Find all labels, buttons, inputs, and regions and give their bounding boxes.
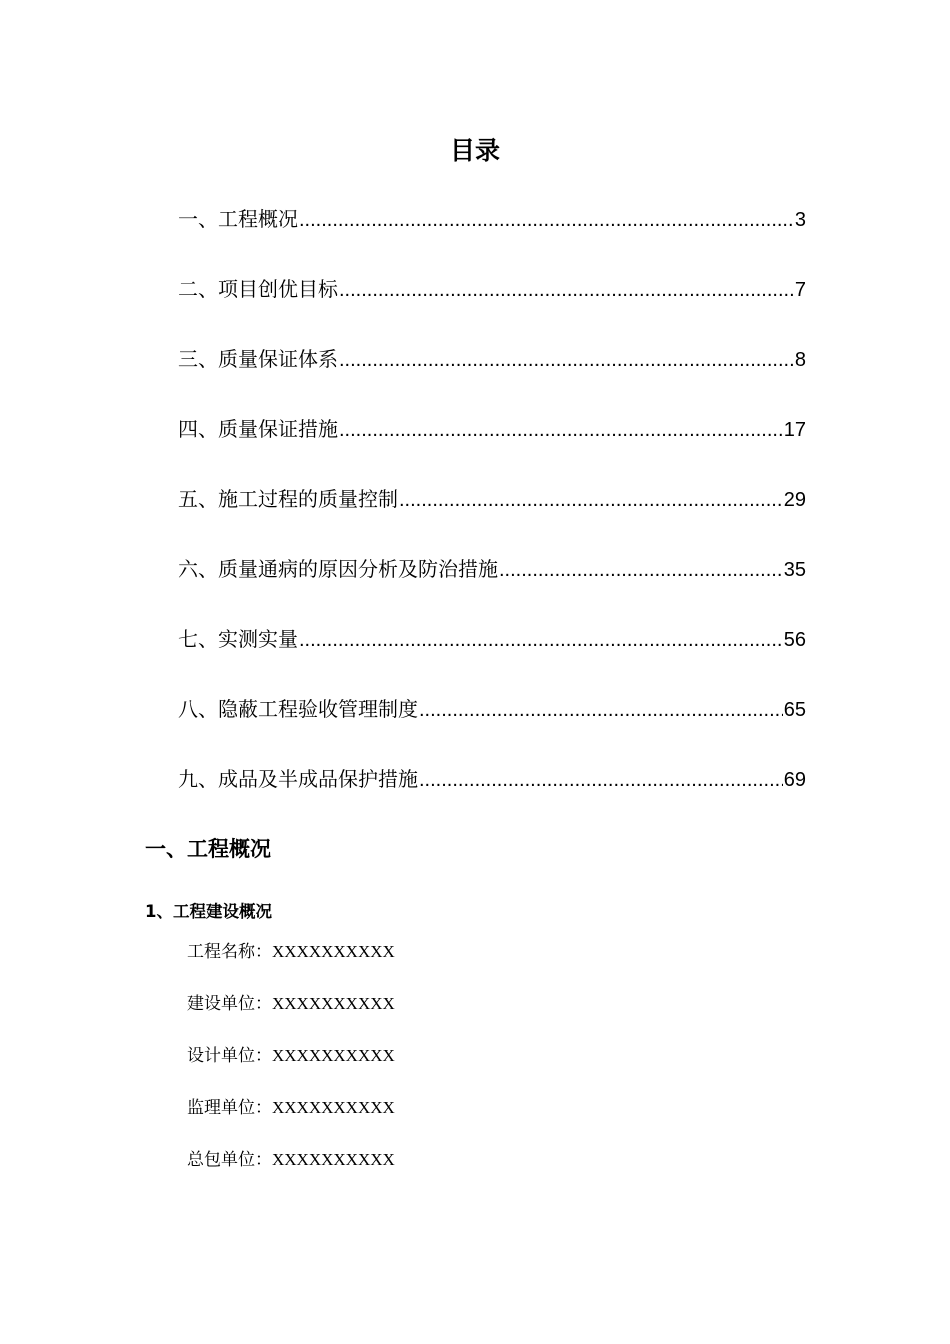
toc-dot-leader bbox=[419, 692, 783, 728]
toc-entry[interactable] bbox=[178, 761, 806, 831]
toc-page-number: 7 bbox=[794, 279, 806, 301]
toc-entry-text: 三、质量保证体系 bbox=[178, 347, 338, 371]
toc-entry[interactable] bbox=[178, 481, 806, 551]
toc-page-number: 8 bbox=[794, 349, 806, 371]
toc-entry[interactable] bbox=[178, 691, 806, 761]
toc-page-number: 35 bbox=[783, 559, 806, 581]
info-row bbox=[187, 989, 395, 1041]
info-label: 监理单位： bbox=[187, 1098, 272, 1118]
toc-dot-leader bbox=[339, 272, 794, 308]
toc-entry-text: 八、隐蔽工程验收管理制度 bbox=[178, 697, 418, 721]
project-info-list bbox=[187, 937, 395, 1197]
sub-heading: 1、工程建设概况 bbox=[145, 902, 272, 921]
toc-entry-text: 五、施工过程的质量控制 bbox=[178, 487, 398, 511]
toc-entry-text: 六、质量通病的原因分析及防治措施 bbox=[178, 557, 498, 581]
info-row bbox=[187, 937, 395, 989]
toc-dot-leader bbox=[299, 622, 783, 658]
toc-entry-text: 四、质量保证措施 bbox=[178, 417, 338, 441]
section-heading: 一、工程概况 bbox=[145, 837, 271, 861]
toc-page-number: 3 bbox=[794, 209, 806, 231]
toc-entry-text: 九、成品及半成品保护措施 bbox=[178, 767, 418, 791]
info-label: 设计单位： bbox=[187, 1046, 272, 1066]
info-value: XXXXXXXXXX bbox=[272, 994, 395, 1013]
info-row bbox=[187, 1041, 395, 1093]
toc-entry[interactable] bbox=[178, 411, 806, 481]
toc-page-number: 56 bbox=[783, 629, 806, 651]
info-value: XXXXXXXXXX bbox=[272, 1150, 395, 1169]
toc-page-number: 29 bbox=[783, 489, 806, 511]
toc-entry-text: 二、项目创优目标 bbox=[178, 277, 338, 301]
toc-dot-leader bbox=[399, 482, 783, 518]
toc-page-number: 69 bbox=[783, 769, 806, 791]
info-value: XXXXXXXXXX bbox=[272, 1098, 395, 1117]
toc-entry[interactable] bbox=[178, 341, 806, 411]
toc-dot-leader bbox=[419, 762, 783, 798]
info-label: 总包单位： bbox=[187, 1150, 272, 1170]
toc-entry-text: 七、实测实量 bbox=[178, 627, 298, 651]
info-value: XXXXXXXXXX bbox=[272, 942, 395, 961]
info-row bbox=[187, 1093, 395, 1145]
toc-dot-leader bbox=[339, 342, 794, 378]
toc-page-number: 17 bbox=[783, 419, 806, 441]
table-of-contents bbox=[178, 201, 806, 831]
toc-entry-text: 一、工程概况 bbox=[178, 207, 298, 231]
info-label: 建设单位： bbox=[187, 994, 272, 1014]
toc-entry[interactable] bbox=[178, 201, 806, 271]
toc-dot-leader bbox=[299, 202, 794, 238]
toc-dot-leader bbox=[499, 552, 783, 588]
info-value: XXXXXXXXXX bbox=[272, 1046, 395, 1065]
info-row bbox=[187, 1145, 395, 1197]
info-label: 工程名称： bbox=[187, 942, 272, 962]
toc-entry[interactable] bbox=[178, 551, 806, 621]
toc-entry[interactable] bbox=[178, 621, 806, 691]
toc-dot-leader bbox=[339, 412, 783, 448]
toc-entry[interactable] bbox=[178, 271, 806, 341]
toc-page-number: 65 bbox=[783, 699, 806, 721]
toc-title: 目录 bbox=[449, 136, 500, 165]
